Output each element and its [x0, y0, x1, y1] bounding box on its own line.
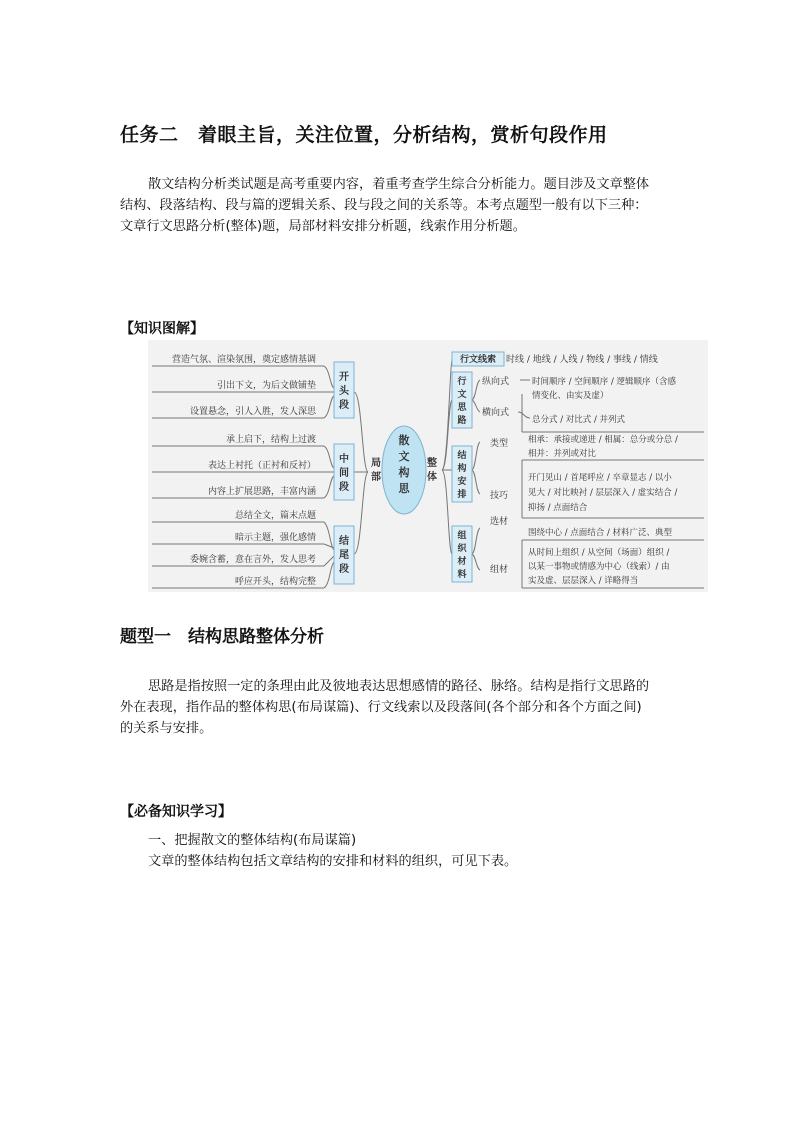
study-text: 文章的整体结构包括文章结构的安排和材料的组织，可见下表。 — [148, 854, 518, 869]
structure-line: 相并：并列或对比 — [528, 449, 597, 459]
structure-label: 安 — [457, 477, 467, 487]
group-label-start: 头 — [339, 386, 349, 397]
left-item-text: 总结全文，篇末点题 — [234, 511, 316, 521]
center-label: 构 — [398, 466, 410, 479]
structure-line: 相承：承接或递进 / 相属：总分或分总 / — [528, 435, 678, 445]
section-line: 外在表现，指作品的整体构思(布局谋篇)、行文线索以及段落间(各个部分和各个方面之间) — [120, 700, 642, 715]
intro-line: 文章行文思路分析(整体)题，局部材料安排分析题，线索作用分析题。 — [120, 219, 526, 234]
section-line: 思路是指按照一定的条理由此及彼地表达思想感情的路径、脉络。结构是指行文思路的 — [148, 679, 650, 694]
section-title: 题型一 结构思路整体分析 — [120, 627, 324, 647]
structure-label: 结 — [457, 451, 467, 461]
thinking-line: 情变化、由实及虚） — [532, 391, 609, 401]
structure-label: 排 — [457, 490, 467, 500]
left-item-text: 营造气氛、渲染氛围，奠定感情基调 — [171, 355, 316, 365]
clue-items: 时线 / 地线 / 人线 / 物线 / 事线 / 情线 — [506, 355, 658, 365]
structure-line: 见大 / 对比映衬 / 层层深入 / 虚实结合 / — [528, 488, 678, 498]
material-branch: 组材 — [490, 565, 509, 575]
thinking-label: 文 — [457, 390, 467, 400]
clue-label: 行文线索 — [459, 355, 497, 365]
group-label-start: 段 — [339, 400, 349, 411]
thinking-line: 时间顺序 / 空间顺序 / 逻辑顺序（含感 — [532, 377, 677, 387]
structure-branch: 技巧 — [490, 491, 509, 501]
right-label: 整 — [427, 458, 437, 469]
left-item-text: 暗示主题，强化感情 — [234, 533, 316, 543]
center-label: 散 — [398, 434, 410, 447]
material-line: 以某一事物或情感为中心（线索）/ 由 — [528, 562, 670, 572]
structure-branch: 类型 — [490, 439, 509, 449]
group-label-middle: 段 — [339, 482, 349, 493]
material-label: 料 — [457, 570, 467, 580]
structure-line: 抑扬 / 点面结合 — [528, 503, 588, 513]
structure-label: 构 — [457, 464, 467, 474]
thinking-label: 思 — [457, 403, 467, 413]
left-item-text: 表达上衬托（正衬和反衬） — [207, 461, 316, 471]
intro-line: 散文结构分析类试题是高考重要内容，着重考查学生综合分析能力。题目涉及文章整体 — [148, 177, 650, 192]
mindmap-diagram — [148, 340, 708, 592]
left-label: 部 — [371, 472, 381, 483]
thinking-label: 行 — [457, 377, 467, 387]
thinking-label: 路 — [457, 416, 467, 426]
group-label-end: 段 — [339, 564, 349, 575]
structure-line: 开门见山 / 首尾呼应 / 卒章显志 / 以小 — [528, 473, 672, 483]
right-label: 体 — [427, 472, 437, 483]
material-label: 材 — [457, 557, 467, 567]
thinking-branch: 横向式 — [482, 408, 510, 418]
left-item-text: 呼应开头，结构完整 — [234, 577, 316, 587]
group-label-end: 结 — [339, 536, 349, 547]
group-label-middle: 间 — [339, 468, 349, 479]
intro-line: 结构、段落结构、段与篇的逻辑关系、段与段之间的关系等。本考点题型一般有以下三种： — [120, 198, 648, 213]
study-item: 一、把握散文的整体结构(布局谋篇) — [148, 833, 357, 848]
left-item-text: 设置悬念，引人入胜，发人深思 — [189, 407, 316, 417]
material-label: 组 — [457, 531, 467, 541]
material-line: 实及虚、层层深入 / 详略得当 — [528, 576, 639, 586]
left-item-text: 委婉含蓄，意在言外，发人思考 — [189, 555, 316, 565]
left-label: 局 — [371, 458, 381, 469]
thinking-line: 总分式 / 对比式 / 并列式 — [532, 415, 626, 425]
section-paragraph — [120, 676, 680, 739]
group-label-end: 尾 — [339, 550, 349, 561]
left-item-text: 内容上扩展思路，丰富内涵 — [207, 487, 316, 497]
left-item-text: 引出下文，为后文做铺垫 — [216, 381, 316, 391]
left-item-text: 承上启下，结构上过渡 — [225, 435, 316, 445]
center-label: 文 — [398, 450, 410, 463]
group-label-middle: 中 — [339, 454, 349, 465]
intro-paragraph — [120, 174, 680, 237]
section-line: 的关系与安排。 — [120, 721, 213, 736]
material-label: 织 — [457, 544, 467, 554]
study-header: 【必备知识学习】 — [120, 804, 232, 820]
material-line: 从时间上组织 / 从空间（场面）组织 / — [528, 548, 670, 558]
material-line: 围绕中心 / 点面结合 / 材料广泛、典型 — [528, 528, 673, 538]
group-label-start: 开 — [339, 372, 349, 383]
knowledge-header: 【知识图解】 — [120, 321, 204, 337]
center-label: 思 — [398, 482, 410, 495]
material-branch: 选材 — [490, 517, 509, 527]
thinking-branch: 纵向式 — [482, 377, 510, 387]
task-title: 任务二 着眼主旨，关注位置，分析结构，赏析句段作用 — [120, 124, 608, 146]
